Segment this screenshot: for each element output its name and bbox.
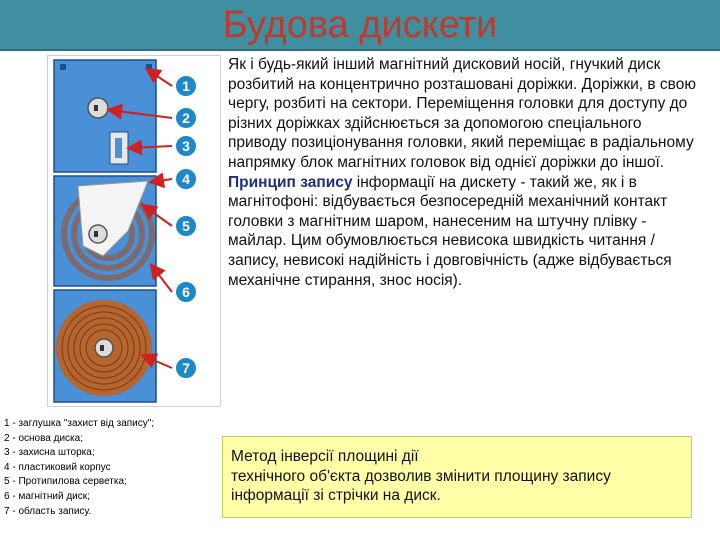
callout-number-2: 2 (182, 110, 190, 126)
description-paragraph-1: Як і будь-який інший магнітний дисковий носій, гнучкий диск розбитий на концентрично розташовані доріжки. Доріжки, в свою чергу, розбиті на сектори. Переміщення головки для доступу до різних доріжках здійснюється за допомогою спеціального приводу позиціонування головки, який переміщає в радіальному напрямку блок магнітних головок від однієї доріжки до іншої. (228, 56, 696, 171)
floppy-view-middle (54, 176, 156, 286)
legend-item: 3 - захисна шторка; (4, 447, 95, 459)
legend-item: 6 - магнітний диск; (4, 490, 90, 502)
write-protect-notch (60, 64, 66, 70)
description-text (228, 55, 698, 290)
description-paragraph-2 (228, 173, 698, 291)
callout-number-7: 7 (182, 360, 190, 376)
recording-principle-text: інформації на дискету - такий же, як і в магнітофоні: відбувається безпосередній механічний контакт головки з магнітним шаром, нанесеним на штучну плівку - майлар. Цим обумовлюється невисока швидкість читання / запису, невисокі надійність і довговічність (адже відбувається механічне стирання, знос носія). (228, 173, 672, 289)
callout-number-3: 3 (182, 138, 190, 154)
floppy-view-top (54, 60, 156, 172)
note-line: технічного об'єкта дозволив змінити площину запису (231, 467, 611, 485)
legend-item: 7 - область запису. (4, 505, 92, 517)
recording-principle-heading: Принцип запису (228, 173, 353, 191)
inversion-note-box (222, 436, 692, 518)
note-line: інформації зі стрічки на диск. (231, 487, 441, 504)
floppy-view-bottom (54, 290, 156, 402)
legend-item: 1 - заглушка "захист від запису"; (4, 418, 155, 429)
slide-title: Будова дискети (222, 4, 498, 46)
legend-item: 4 - пластиковий корпус (4, 461, 111, 473)
callout-number-1: 1 (182, 78, 190, 94)
note-line: Метод інверсії площині дії (231, 448, 419, 465)
legend (4, 417, 209, 519)
callout-markers (175, 75, 197, 379)
legend-item: 2 - основа диска; (4, 432, 83, 444)
callout-number-6: 6 (182, 284, 190, 300)
floppy-diagram-svg (48, 56, 220, 406)
callout-number-4: 4 (182, 171, 190, 187)
legend-item: 5 - Протипилова серветка; (4, 476, 127, 488)
callout-number-5: 5 (182, 218, 190, 234)
floppy-diagram (47, 55, 221, 407)
